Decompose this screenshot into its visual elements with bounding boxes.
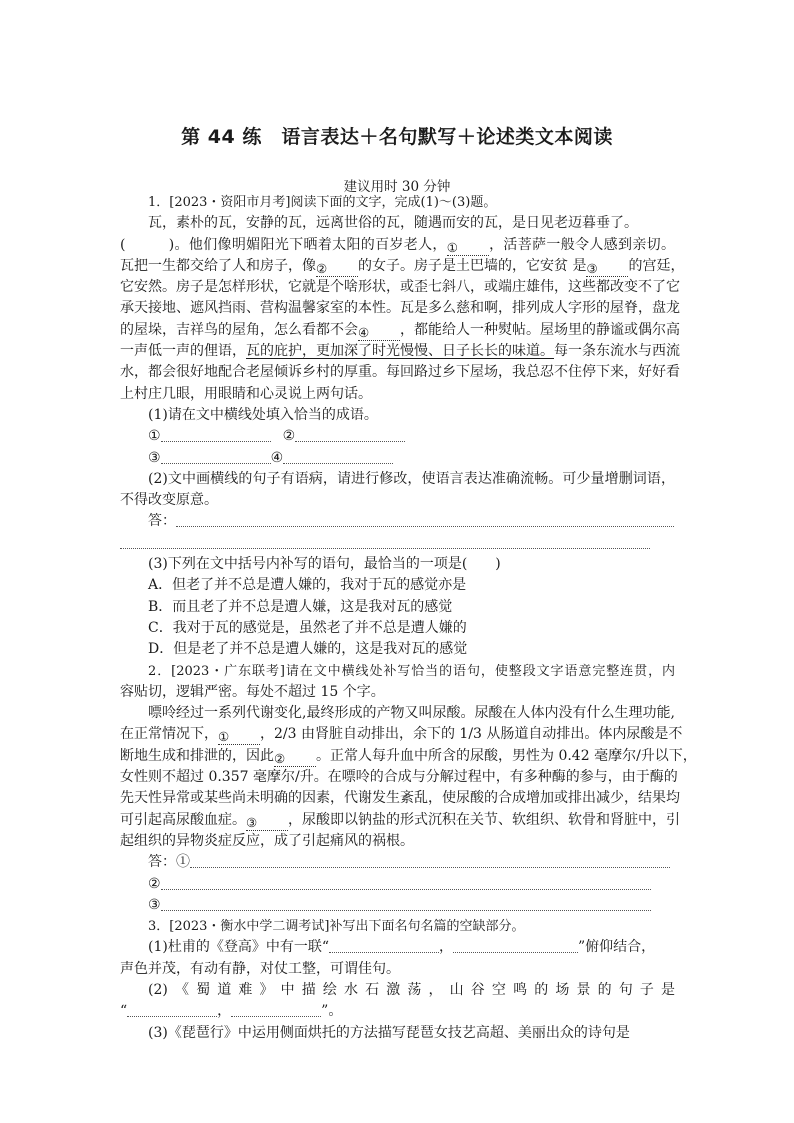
idiom-answer-2[interactable]	[295, 427, 405, 442]
q1-passage-line: ( )。他们像明媚阳光下晒着太阳的百岁老人，① ，活菩萨一般令人感到亲切。	[120, 236, 675, 255]
poem-blank[interactable]	[453, 938, 578, 953]
time-suggestion: 建议用时 30 分钟	[343, 179, 451, 195]
q1-passage-line: 上村庄几眼，用眼睛和心灵说上两句话。	[120, 385, 372, 402]
q2-passage-line: 可引起高尿酸血症。③ ，尿酸即以钠盐的形式沉积在关节、软组织、软骨和肾脏中，引	[120, 811, 680, 830]
q1-passage-line: 的屋垛，吉祥鸟的屋角，怎么看都不会④ ，都能给人一种熨帖。屋场里的静谧或偶尔高	[120, 321, 680, 340]
q3-sub1-cont: 声色并茂，有动有静，对仗工整，可谓佳句。	[120, 960, 400, 977]
q1-sub3-prompt: (3)下列在文中括号内补写的语句，最恰当的一项是( )	[148, 556, 501, 573]
q1-passage-line: 瓦，素朴的瓦，安静的瓦，远离世俗的瓦，随遇而安的瓦，是日见老迈暮垂了。	[148, 215, 638, 232]
answer-line[interactable]	[176, 512, 674, 527]
q2-passage-line: 女性则不超过 0.357 毫摩尔/升。在嘌呤的合成与分解过程中，有多种酶的参与，由于酶的	[120, 769, 678, 786]
poem-blank[interactable]	[127, 1002, 217, 1017]
q1-passage-line: 瓦把一生都交给了人和房子，像② 的女子。房子是土巴墙的，它安贫 是③ 的宫廷，	[120, 257, 685, 276]
answer-row-cont	[120, 533, 675, 554]
q2-passage-line: 先天性异常或某些尚未明确的因素，代谢发生紊乱，使尿酸的合成增加或排出减少，结果均	[120, 790, 680, 807]
page-title: 第 44 练 语言表达＋名句默写＋论述类文本阅读	[181, 126, 613, 148]
q2-passage-line: 嘌呤经过一系列代谢变化,最终形成的产物又叫尿酸。尿酸在人体内没有什么生理功能,	[148, 705, 675, 722]
q3-intro: 3．[2023・衡水中学二调考试]补写出下面名句名篇的空缺部分。	[148, 919, 525, 935]
idiom-answer-row: ① ②	[120, 426, 675, 447]
idiom-answer-4[interactable]	[283, 449, 393, 464]
q2-passage-line: 断地生成和排泄的，因此② 。正常人每升血中所含的尿酸，男性为 0.42 毫摩尔/升以下，	[120, 747, 697, 766]
underlined-sentence: 瓦的庇护，更加深了时光慢慢、日子长长的味道。	[246, 343, 554, 360]
answer-row: 答：①	[120, 852, 675, 873]
answer-row: ③	[120, 895, 675, 916]
q1-sub2-prompt-cont: 不得改变原意。	[120, 492, 218, 509]
q3-sub3: (3)《琵琶行》中运用侧面烘托的方法描写琵琶女技艺高超、美丽出众的诗句是	[148, 1024, 630, 1041]
q1-sub2-prompt: (2)文中画横线的句子有语病，请进行修改，使语言表达准确流畅。可少量增删词语，	[148, 470, 675, 487]
option-c[interactable]: C．我对于瓦的感觉是，虽然老了并不总是遭人嫌的	[148, 619, 467, 636]
blank-3[interactable]: ③	[246, 816, 288, 831]
q2-passage-line: 起组织的异物炎症反应，成了引起痛风的祸根。	[120, 832, 414, 849]
q2-intro: 2．[2023・广东联考]请在文中横线处补写恰当的语句，使整段文字语意完整连贯，内	[148, 663, 675, 679]
q1-intro: 1．[2023・资阳市月考]阅读下面的文字，完成(1)～(3)题。	[148, 195, 497, 210]
idiom-answer-row: ③ ④	[120, 448, 675, 469]
answer-line-3[interactable]	[161, 896, 651, 911]
q3-sub2-cont: “ ， ”。	[120, 1003, 343, 1020]
blank-1[interactable]: ①	[447, 241, 489, 256]
q1-passage-line: 它安然。房子是怎样形状，它就是个啥形状，或歪七斜八，或端庄雄伟，这些都改变不了它	[120, 279, 680, 296]
answer-row: ②	[120, 874, 675, 895]
option-b[interactable]: B．而且老了并不总是遭人嫌，这是我对瓦的感觉	[148, 598, 453, 615]
answer-row: 答：	[120, 511, 675, 532]
q1-passage-line: 一声低一声的俚语，瓦的庇护，更加深了时光慢慢、日子长长的味道。每一条东流水与西流	[120, 343, 680, 360]
option-d[interactable]: D．但是老了并不总是遭人嫌的，这是我对瓦的感觉	[148, 641, 468, 658]
q2-intro-cont: 容贴切，逻辑严密。每处不超过 15 个字。	[120, 683, 385, 700]
answer-line-1[interactable]	[190, 853, 670, 868]
blank-4[interactable]: ④	[358, 326, 400, 341]
q1-sub1-prompt: (1)请在文中横线处填入恰当的成语。	[148, 406, 378, 423]
blank-2[interactable]: ②	[274, 752, 316, 767]
q2-passage-line: 在正常情况下，① ，2/3 由肾脏自动排出，余下的 1/3 从肠道自动排出。体内尿酸是不	[120, 726, 683, 745]
poem-blank[interactable]	[329, 938, 439, 953]
q1-passage-line: 水，都会很好地配合老屋倾诉乡村的厚重。每回路过乡下屋场，我总忍不住停下来，好好看	[120, 364, 680, 381]
poem-blank[interactable]	[231, 1002, 321, 1017]
option-a[interactable]: A．但老了并不总是遭人嫌的，我对于瓦的感觉亦是	[148, 577, 467, 594]
idiom-answer-1[interactable]	[161, 427, 271, 442]
blank-2[interactable]: ②	[316, 262, 358, 277]
blank-1[interactable]: ①	[218, 730, 260, 745]
blank-3[interactable]: ③	[586, 262, 628, 277]
answer-line[interactable]	[120, 534, 650, 549]
q3-sub2: (2)《蜀道难》中描绘水石激荡，山谷空鸣的场景的句子是	[148, 981, 675, 998]
document-body	[120, 192, 697, 1044]
answer-line-2[interactable]	[161, 875, 651, 890]
q3-sub1: (1)杜甫的《登高》中有一联“ ， ”俯仰结合，	[148, 939, 656, 956]
q1-passage-line: 承天接地、遮风挡雨、营构温馨家室的本性。瓦是多么慈和啊，排列成人字形的屋脊，盘龙	[120, 300, 680, 317]
idiom-answer-3[interactable]	[161, 449, 271, 464]
